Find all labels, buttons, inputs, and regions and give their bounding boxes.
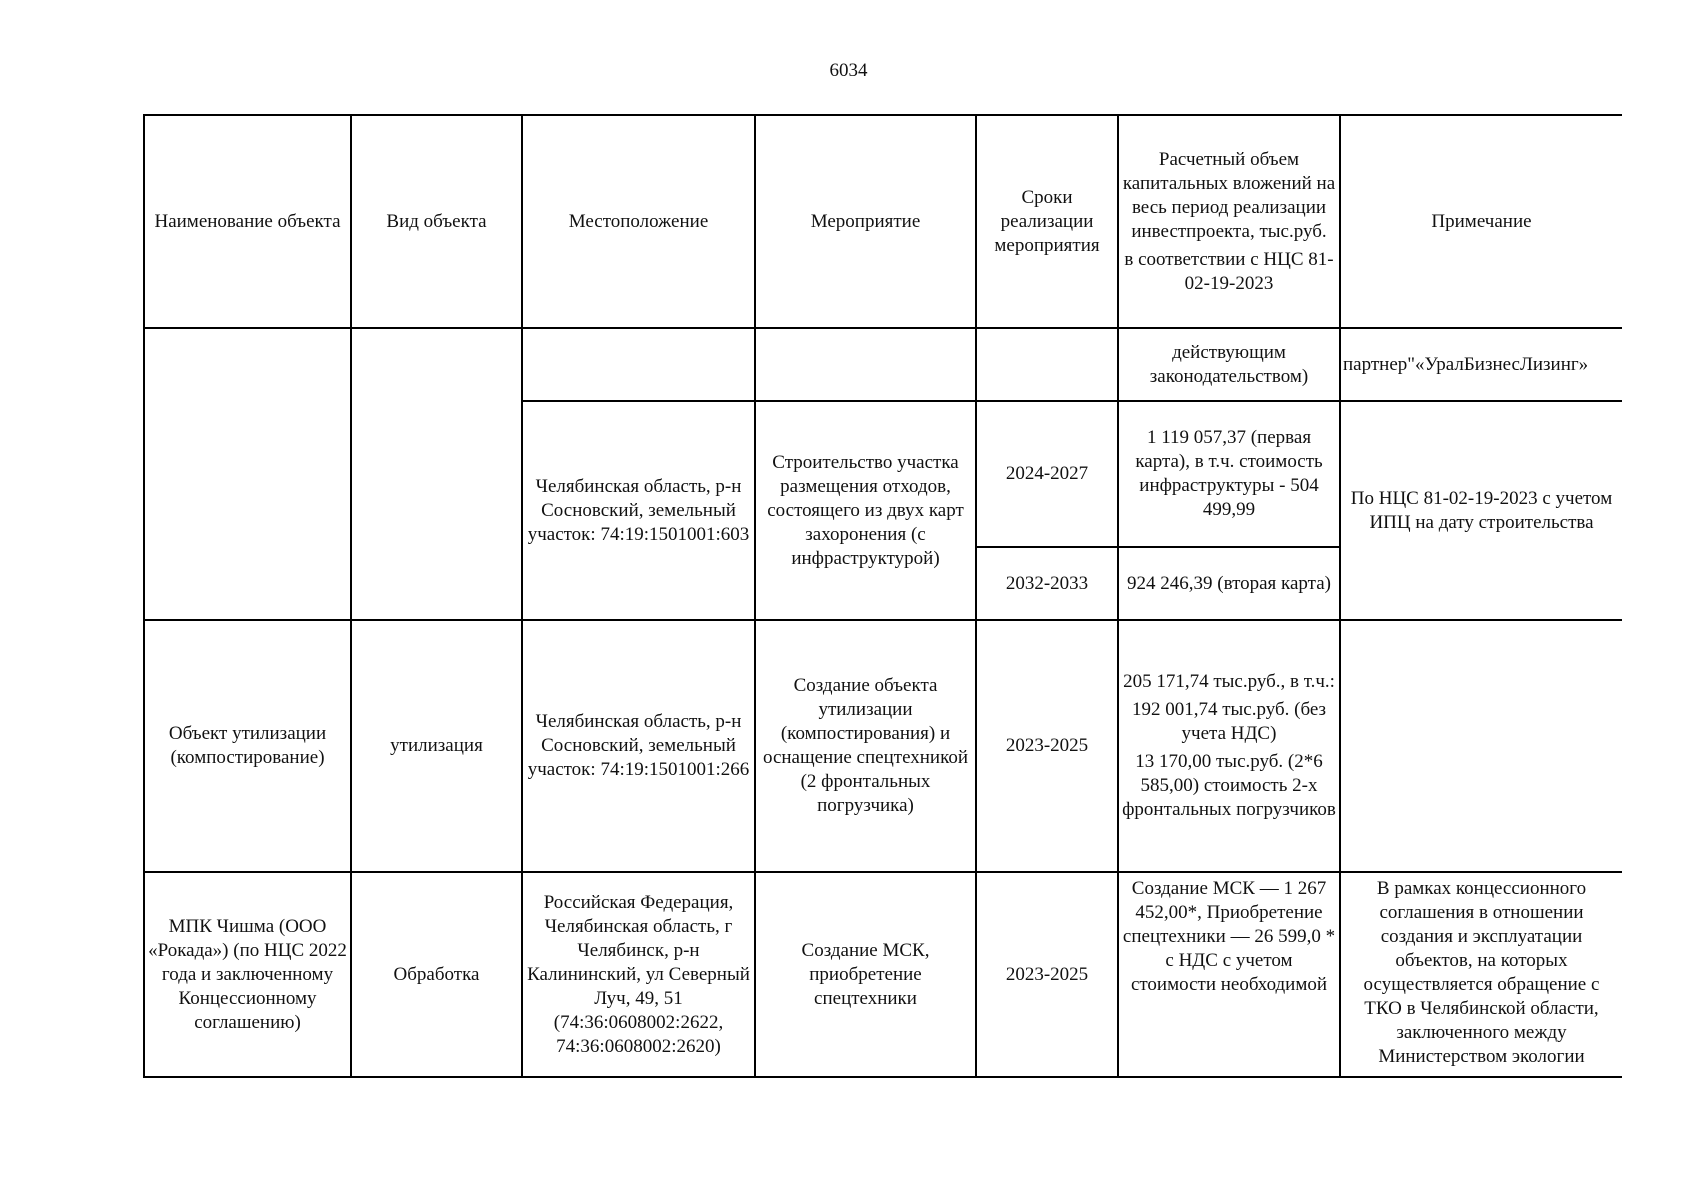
table-row: [144, 872, 1622, 1077]
investment-table: [143, 114, 1622, 1078]
row4-note-clip: [1344, 877, 1619, 1074]
header-location: Местоположение: [522, 115, 755, 328]
row4-activity-cell: Создание МСК, приобретение спецтехники: [755, 872, 976, 1077]
header-period: Сроки реализации мероприятия: [976, 115, 1118, 328]
row2-activity-cell: Строительство участка размещения отходов, состоящего из двух карт захоронения (с инфраструктурой): [755, 401, 976, 620]
row3-note-cell: [1340, 620, 1622, 872]
row4-period-cell: 2023-2025: [976, 872, 1118, 1077]
row2-investment-a-cell: 1 119 057,37 (первая карта), в т.ч. стоимость инфраструктуры - 504 499,99: [1118, 401, 1340, 547]
header-investment-line1: Расчетный объем капитальных вложений на весь период реализации инвестпроекта, тыс.руб.: [1122, 148, 1336, 242]
row3-activity-cell: Создание объекта утилизации (компостирования) и оснащение спецтехникой (2 фронтальных погрузчика): [755, 620, 976, 872]
header-activity: Мероприятие: [755, 115, 976, 328]
table-header-row: [144, 115, 1622, 328]
row-continued-name-cell: [144, 328, 351, 620]
row3-investment-cell: [1118, 620, 1340, 872]
row4-note-cell: [1340, 872, 1622, 1077]
table-row: [144, 620, 1622, 872]
header-investment-line2: в соответствии с НЦС 81-02-19-2023: [1124, 248, 1334, 294]
row4-investment-text: Создание МСК — 1 267 452,00*, Приобретение спецтехники — 26 599,0 * с НДС с учетом стоимости необходимой: [1122, 878, 1336, 995]
row1-note-cell: [1340, 328, 1622, 401]
row3-location-cell: Челябинская область, р-н Сосновский, земельный участок: 74:19:1501001:266: [522, 620, 755, 872]
row-continued-type-cell: [351, 328, 522, 620]
row4-location-cell: Российская Федерация, Челябинская область, г Челябинск, р-н Калининский, ул Северный Луч, 49, 51 (74:36:0608002:2622, 74:36:0608002:2620): [522, 872, 755, 1077]
row1-note-text: партнер"«УралБизнесЛизинг»: [1343, 353, 1589, 375]
row4-investment-clip: [1122, 877, 1336, 1074]
row2-period-b-cell: 2032-2033: [976, 547, 1118, 620]
table-row: [144, 328, 1622, 401]
header-type: Вид объекта: [351, 115, 522, 328]
row4-type-cell: Обработка: [351, 872, 522, 1077]
row3-type-cell: утилизация: [351, 620, 522, 872]
header-name: Наименование объекта: [144, 115, 351, 328]
row4-investment-cell: [1118, 872, 1340, 1077]
row1-location-cell: [522, 328, 755, 401]
row1-investment-cell: действующим законодательством): [1118, 328, 1340, 401]
row4-name-cell: МПК Чишма (ООО «Рокада») (по НЦС 2022 года и заключенному Концессионному соглашению): [144, 872, 351, 1077]
row3-name-cell: Объект утилизации (компостирование): [144, 620, 351, 872]
row1-activity-cell: [755, 328, 976, 401]
row3-period-cell: 2023-2025: [976, 620, 1118, 872]
row2-period-a-cell: 2024-2027: [976, 401, 1118, 547]
row2-location-cell: Челябинская область, р-н Сосновский, земельный участок: 74:19:1501001:603: [522, 401, 755, 620]
header-note: Примечание: [1340, 115, 1622, 328]
row2-investment-b-cell: 924 246,39 (вторая карта): [1118, 547, 1340, 620]
row3-investment-p2: 192 001,74 тыс.руб. (без учета НДС): [1131, 699, 1327, 744]
row4-note-text: В рамках концессионного соглашения в отношении создания и эксплуатации объектов, на которых осуществляется обращение с ТКО в Челябинской области, заключенного между Министерством экологии: [1363, 878, 1600, 1067]
page-number: 6034: [829, 60, 868, 81]
header-investment: [1118, 115, 1340, 328]
row2-note-cell: По НЦС 81-02-19-2023 с учетом ИПЦ на дату строительства: [1340, 401, 1622, 620]
row1-period-cell: [976, 328, 1118, 401]
row3-investment-p1: 205 171,74 тыс.руб., в т.ч.:: [1123, 671, 1335, 692]
row3-investment-p3: 13 170,00 тыс.руб. (2*6 585,00) стоимость 2-х фронтальных погрузчиков: [1122, 751, 1336, 820]
